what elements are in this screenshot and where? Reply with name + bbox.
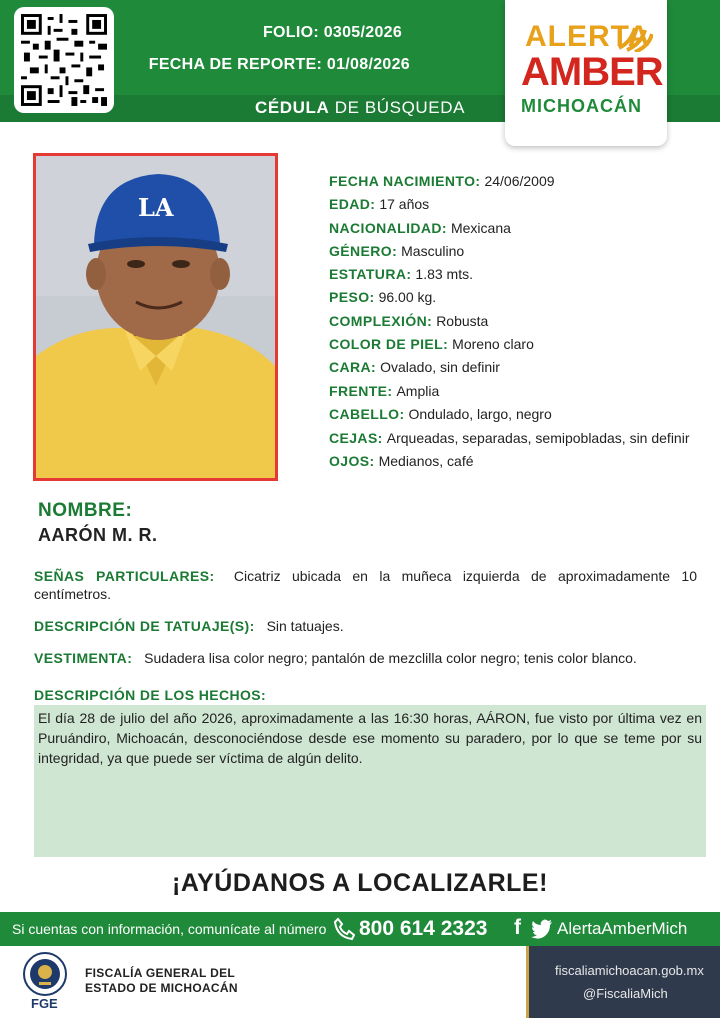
distinctive-marks [34, 567, 697, 603]
attribute-value: Robusta [436, 312, 489, 329]
fge-label: FGE [31, 996, 58, 1011]
name-label: NOMBRE: [38, 500, 133, 521]
website-link[interactable]: fiscaliamichoacan.gob.mx [555, 963, 704, 978]
incident-label: DESCRIPCIÓN DE LOS HECHOS: [34, 687, 267, 703]
clothing [34, 649, 697, 667]
attribute-value: Arqueadas, separadas, semipobladas, sin definir [386, 430, 690, 447]
attribute-row [329, 310, 709, 333]
twitter-icon[interactable] [531, 919, 553, 939]
phone-number[interactable]: 800 614 2323 [359, 917, 488, 940]
qr-code[interactable] [14, 7, 114, 113]
tattoos [34, 617, 697, 635]
document-title [200, 98, 520, 118]
attribute-value: Medianos, café [378, 453, 474, 470]
qr-code-icon [21, 14, 107, 106]
attribute-label: COMPLEXIÓN: [329, 312, 433, 329]
logo-line-amber: AMBER [521, 50, 663, 94]
attribute-value: Mexicana [450, 219, 511, 236]
attribute-value: 24/06/2009 [484, 173, 555, 189]
alerta-amber-logo [505, 0, 667, 146]
social-handle[interactable]: AlertaAmberMich [557, 919, 688, 938]
attribute-row [329, 403, 709, 426]
attribute-row [329, 333, 709, 356]
fge-seal-icon [17, 952, 73, 998]
attribute-row [329, 170, 709, 193]
contact-text: Si cuentas con información, comunícate al número [12, 921, 327, 937]
amber-signal-icon [615, 22, 653, 52]
attribute-label: EDAD: [329, 196, 376, 213]
document-title-bold: CÉDULA [254, 98, 330, 117]
attributes-list [329, 170, 709, 474]
name-value: AARÓN M. R. [38, 525, 158, 545]
attribute-row [329, 240, 709, 263]
folio-number: FOLIO: 0305/2026 [262, 24, 403, 41]
attribute-row [329, 263, 709, 286]
attribute-label: NACIONALIDAD: [329, 219, 447, 236]
attribute-label: ESTATURA: [329, 266, 412, 283]
attribute-value: Amplia [396, 382, 440, 399]
report-date: FECHA DE REPORTE: 01/08/2026 [148, 56, 410, 73]
attribute-row [329, 450, 709, 473]
document-title-rest: DE BÚSQUEDA [334, 98, 466, 117]
call-to-action: ¡AYÚDANOS A LOCALIZARLE! [172, 869, 548, 897]
tattoos-value: Sin tatuajes. [266, 618, 344, 634]
twitter-link[interactable]: @FiscaliaMich [583, 986, 668, 1001]
svg-text:LA: LA [138, 193, 174, 222]
attribute-label: FRENTE: [329, 382, 393, 399]
missing-person-photo [33, 153, 278, 481]
fiscalia-name [85, 966, 238, 996]
attribute-value: Moreno claro [452, 336, 534, 353]
distinctive-marks-value: Cicatriz ubicada en la muñeca izquierda de aproximadamente 10 centímetros. [34, 568, 697, 602]
attribute-value: 96.00 kg. [378, 289, 437, 306]
attribute-row [329, 429, 709, 447]
attribute-label: CEJAS: [329, 430, 383, 447]
fiscalia-line-2: ESTADO DE MICHOACÁN [85, 981, 238, 995]
fiscalia-line-1: FISCALÍA GENERAL DEL [85, 966, 236, 980]
attribute-value: Masculino [401, 242, 465, 259]
attribute-label: CARA: [329, 359, 377, 376]
attribute-row [329, 286, 709, 309]
tattoos-label: DESCRIPCIÓN DE TATUAJE(S): [34, 618, 255, 634]
clothing-label: VESTIMENTA: [34, 650, 133, 666]
attribute-label: GÉNERO: [329, 242, 398, 259]
distinctive-marks-label: SEÑAS PARTICULARES: [34, 568, 215, 584]
footer-links [526, 946, 720, 1018]
attribute-label: CABELLO: [329, 405, 405, 422]
attribute-label: COLOR DE PIEL: [329, 336, 449, 353]
logo-line-michoacan: MICHOACÁN [521, 96, 642, 116]
attribute-row [329, 380, 709, 403]
contact-bar [0, 912, 720, 946]
attribute-label: OJOS: [329, 453, 375, 470]
attribute-value: 17 años [379, 196, 430, 213]
attribute-row [329, 217, 709, 240]
attribute-label: FECHA NACIMIENTO: [329, 173, 481, 189]
phone-icon [333, 917, 355, 941]
facebook-icon[interactable]: f [514, 916, 521, 939]
attribute-row [329, 193, 709, 216]
attribute-value: Ovalado, sin definir [380, 359, 500, 376]
attribute-label: PESO: [329, 289, 375, 306]
attribute-value: 1.83 mts. [415, 266, 473, 283]
attribute-row [329, 356, 709, 379]
attribute-value: Ondulado, largo, negro [408, 405, 552, 422]
incident-description: El día 28 de julio del año 2026, aproximadamente a las 16:30 horas, AÁRON, fue visto por última vez en Puruándiro, Michoacán, desconociéndose desde ese momento su paradero, por lo que se teme por su integridad, ya que puede ser víctima de algún delito. [34, 705, 706, 857]
logo-line-alerta: ALERTA [525, 20, 651, 53]
clothing-value: Sudadera lisa color negro; pantalón de mezclilla color negro; tenis color blanco. [144, 650, 637, 666]
person-photo-illustration [36, 156, 275, 478]
